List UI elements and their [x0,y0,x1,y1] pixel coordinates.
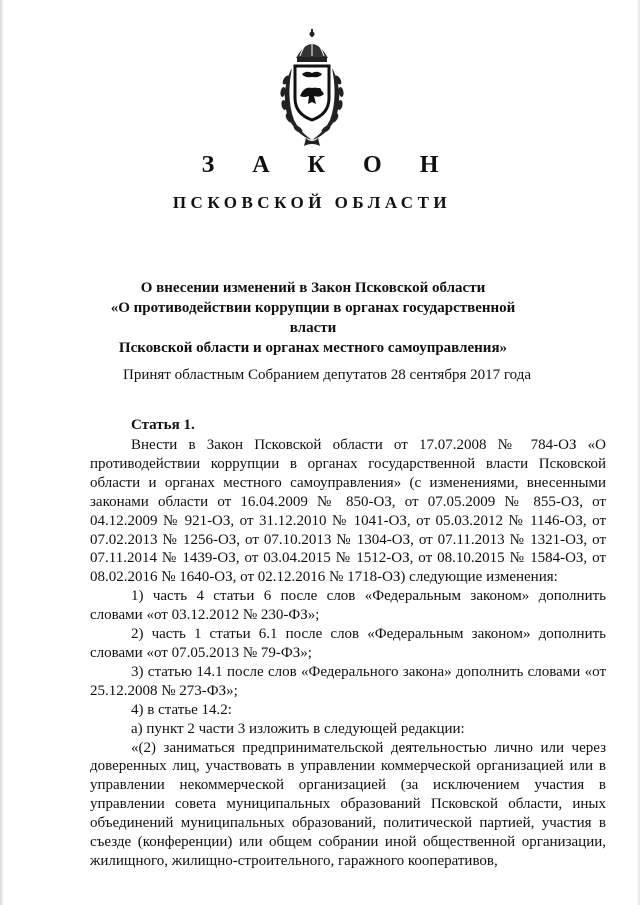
article-body [90,436,606,871]
adoption-note: Принят областным Собранием депутатов 28 сентября 2017 года [122,367,532,383]
article-paragraph: 4) в статье 14.2: [131,701,232,718]
coat-of-arms-icon [262,28,362,150]
page-edge-shadow-left [0,0,4,905]
article-heading: Статья 1. [131,417,195,433]
document-subtitle: ПСКОВСКОЙ ОБЛАСТИ [172,193,452,212]
article-paragraph: 2) часть 1 статьи 6.1 после слов «Федеральным законом» дополнить словами «от 07.05.2013 № 79-ФЗ»; [90,626,606,661]
law-name-line: Псковской области и органах местного самоуправления» [118,340,508,356]
document-title: З А К О Н [201,152,455,178]
article-paragraph: «(2) заниматься предпринимательской деятельностью лично или через доверенных лиц, участвовать в управлении коммерческой организацией или в управлении некоммерческой организацией (за исключением участия в управлении совета муниципальных образований Псковской области, иных объединений муниципальных образований, политической партией, участия в съезде (конференции) или общем собрании иной общественной организации, жилищного, жилищно-строительного, гаражного кооперативов, [90,739,606,869]
article-paragraph: 3) статью 14.1 после слов «Федерального закона» дополнить словами «от 25.12.2008 № 273-ФЗ»; [90,663,606,699]
law-name [90,278,536,358]
article-paragraph: Внести в Закон Псковской области от 17.07.2008 № 784-ОЗ «О противодействии коррупции в органах государственной власти Псковской области и органах местного самоуправления» (с изменениями, внесенными законами области от 16.04.2009 № 850-ОЗ, от 07.05.2009 № 855-ОЗ, от 04.12.2009 № 921-ОЗ, от 31.12.2010 № 1041-ОЗ, от 05.03.2012 № 1146-ОЗ, от 07.02.2013 № 1256-ОЗ, от 07.10.2013 № 1304-ОЗ, от 07.11.2013 № 1321-ОЗ, от 07.11.2014 № 1439-ОЗ, от 03.04.2015 № 1512-ОЗ, от 08.10.2015 № 1584-ОЗ, от 08.02.2016 № 1640-ОЗ, от 02.12.2016 № 1718-ОЗ) следующие изменения: [90,437,606,586]
law-name-line: О внесении изменений в Закон Псковской области [140,280,486,296]
law-name-line: «О противодействии коррупции в органах государственной власти [110,300,516,336]
article-paragraph: а) пункт 2 части 3 изложить в следующей редакции: [131,720,465,737]
article-paragraph: 1) часть 4 статьи 6 после слов «Федеральным законом» дополнить словами «от 03.12.2012 № 230-ФЗ»; [90,588,606,624]
